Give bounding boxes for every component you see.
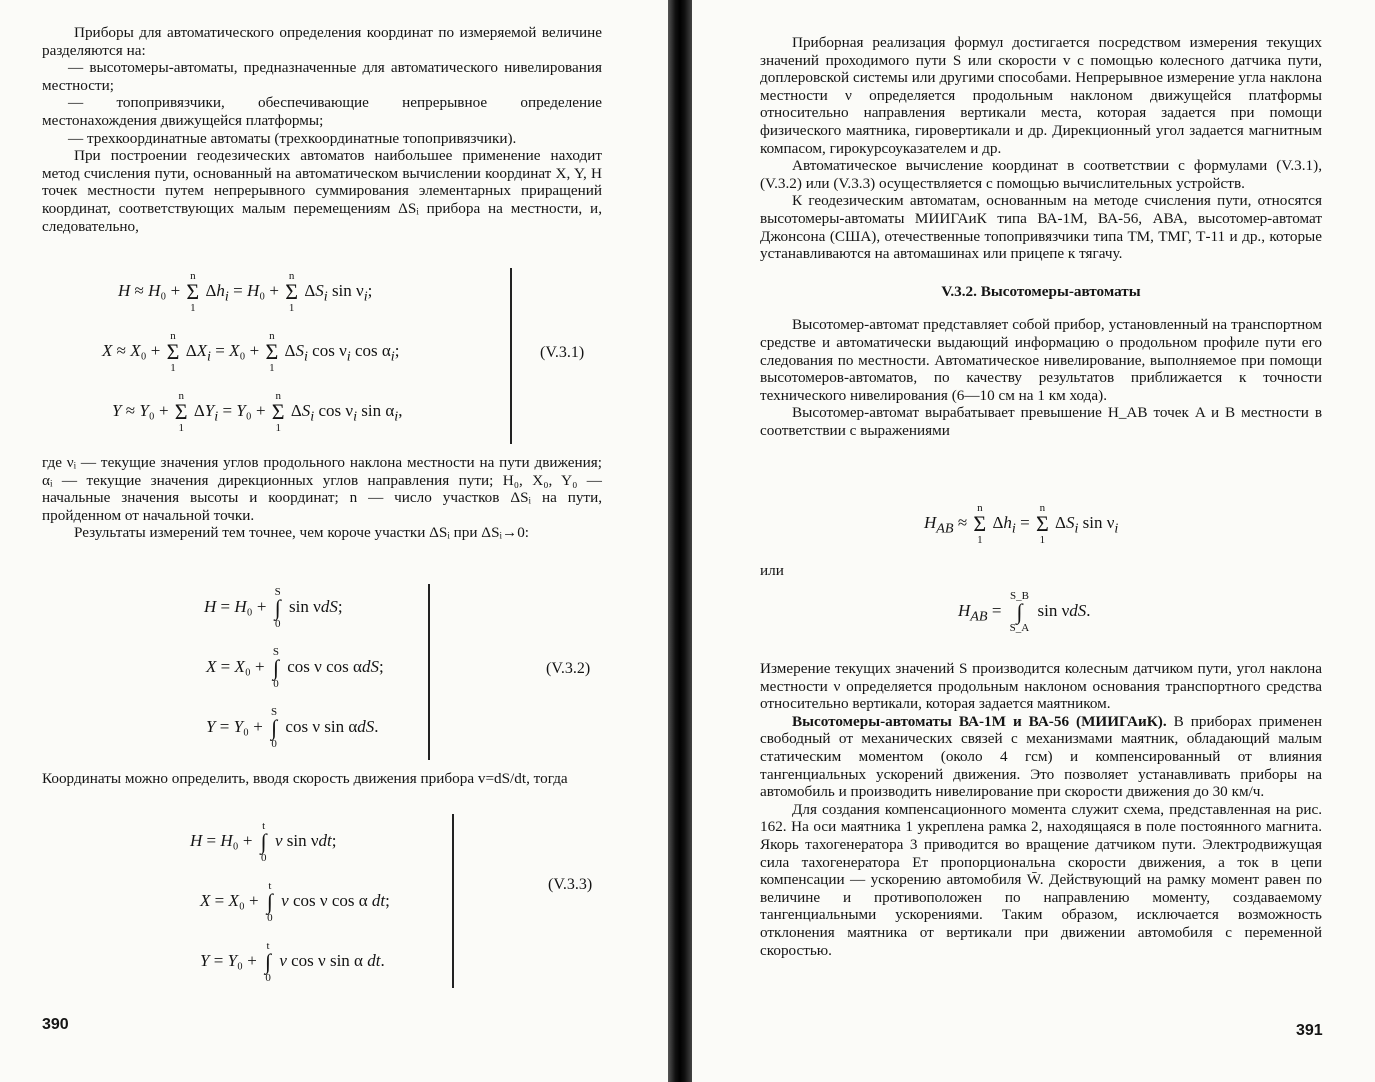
section-heading: V.3.2. Высотомеры-автоматы xyxy=(941,282,1141,300)
list-item: — топопривязчики, обеспечивающие непрерывное определение местонахождения движущейся платформы; xyxy=(42,94,602,129)
equation-x-velocity: X = X₀ + t ∫ 0 v cos ν cos α dt; xyxy=(200,880,390,924)
paragraph: Измерение текущих значений S производится колесным датчиком пути, угол наклона местности ν определяется продольным наклоном основания транспортного средства относительно вертикали, которая задается маятником. xyxy=(760,660,1322,713)
equation-y-sum: Y ≈ Y₀ + n Σ 1 $\Delta Y_i = Y_0 + n$ Σ 1 $\Delta S_i$ $\cos \nu_i$ $\sin \alpha_i$, xyxy=(112,390,403,434)
left-page xyxy=(0,0,668,1082)
list-item: — трехкоординатные автоматы (трехкоординатные топопривязчики). xyxy=(68,129,517,147)
right-body xyxy=(760,660,1322,959)
paragraph: К геодезическим автоматам, основанным на методе счисления пути, относятся высотомеры-автоматы МИИГАиК типа ВА-1М, ВА-56, АВА, высотомер-автомат Джонсона (США), отечественные топопривязчики типа ТМ, ТМГ, Т-11 и др., которые устанавливаются на автомашинах или прицепе к тягачу. xyxy=(760,192,1322,263)
equation-y-velocity: Y = Y₀ + t ∫ 0 v cos ν sin α dt. xyxy=(200,940,385,984)
paragraph: Результаты измерений тем точнее, чем короче участки ΔSᵢ при ΔSᵢ→0: xyxy=(74,524,530,542)
paragraph: где νᵢ — текущие значения углов продольного наклона местности на пути движения; αᵢ — текущие значения дирекционных углов направления пути; H₀, X₀, Y₀ — начальные значения высоты и координат; n — число участков ΔSᵢ на пути, пройденном от начальной точки. xyxy=(42,454,602,524)
left-velocity xyxy=(42,770,602,788)
left-intro xyxy=(42,24,602,235)
equation-x-integral: X = X₀ + S ∫ 0 cos ν cos αdS; xyxy=(206,646,384,690)
page-number: 391 xyxy=(1296,1022,1323,1039)
right-intro xyxy=(760,34,1322,439)
paragraph: Приборы для автоматического определения координат по измеряемой величине разделяются на: xyxy=(42,24,602,59)
equation-number: (V.3.1) xyxy=(540,344,585,361)
paragraph: При построении геодезических автоматов наибольшее применение находит метод счисления пути, основанный на автоматическом вычислении координат X, Y, H точек местности путем непрерывного суммирования элементарных приращений координат, соответствующих малым перемещениям ΔSᵢ прибора на местности, и, следовательно, xyxy=(42,147,602,235)
equation-h-velocity: H = H₀ + t ∫ 0 v sin νdt; xyxy=(190,820,337,864)
list-item: — высотомеры-автоматы, предназначенные для автоматического нивелирования местности; xyxy=(42,59,602,94)
equation-number: (V.3.3) xyxy=(548,876,593,893)
equation-h-sum: H ≈ H₀ + n Σ 1 $\Delta h_i = H_0 + n$ Σ 1 $\Delta S_i$ $\sin \nu_i$; xyxy=(118,270,373,314)
paragraph: Для создания компенсационного момента служит схема, представленная на рис. 162. На оси маятника 1 укреплена рамка 2, находящаяся в поле постоянного магнита. Якорь тахогенератора 3 приводится во вращение датчиком пути. Электродвижущая сила тахогенератора Eт пропорциональна скорости движения, а ток в цепи компенсации — ускорению автомобиля W̄. Действующий на рамку момент равен по величине и противоположен по направлению моменту, создаваемому тангенциальными ускорениями. Таким образом, исключается возможность отклонения маятника от вертикали при движении автомобиля с переменной скоростью. xyxy=(760,800,1322,959)
paragraph-body: В приборах применен свободный от механических связей с механизмами маятник, обладающий малым статическим моментом (около 4 гсм) и компенсированный от влияния тангенциальных ускорений движения. Это позволяет устанавливать приборы на автомобиль и производить нивелирование при скорости движения до 30 км/ч. xyxy=(760,712,1323,801)
paragraph: Высотомер-автомат представляет собой прибор, установленный на транспортном средстве и автоматически выдающий информацию о продольном профиле пути его следования по местности. Автоматическое нивелирование, выполняемое при помощи высотомеров-автоматов, по качеству результатов приближается к точности технического нивелирования (6—10 см на 1 км хода). xyxy=(760,316,1322,404)
paragraph: Приборная реализация формул достигается посредством измерения текущих значений проходимого пути S или скорости v с помощью колесного датчика пути, доплеровской системы или другими способами. Непрерывное измерение угла наклона местности ν определяется продольным наклоном движущейся платформы относительно направления вертикали места, которая задается при помощи физического маятника, гировертикали и др. Дирекционный угол задается магнитным компасом, гирокурсоуказателем и др. xyxy=(760,34,1322,157)
paragraph: Автоматическое вычисление координат в соответствии с формулами (V.3.1), (V.3.2) или (V.3.3) осуществляется с помощью вычислительных устройств. xyxy=(760,157,1322,192)
paragraph: Координаты можно определить, вводя скорость движения прибора v=dS/dt, тогда xyxy=(42,770,568,787)
equation-x-sum: X ≈ X₀ + n Σ 1 $\Delta X_i = X_0 + n$ Σ 1 $\Delta S_i$ $\cos \nu_i$ $\cos \alpha_i$; xyxy=(102,330,400,374)
equation-brace xyxy=(510,268,512,444)
equation-h-integral: H = H₀ + S ∫ 0 sin νdS; xyxy=(204,586,343,630)
right-page xyxy=(692,0,1375,1082)
left-explanation xyxy=(42,454,602,542)
paragraph: Высотомер-автомат вырабатывает превышение H_AB точек A и B местности в соответствии с выражениями xyxy=(760,404,1322,439)
equation-y-integral: Y = Y₀ + S ∫ 0 cos ν sin αdS. xyxy=(206,706,379,750)
equation-number: (V.3.2) xyxy=(546,660,591,677)
paragraph-lead: Высотомеры-автоматы ВА-1М и ВА-56 (МИИГАиК). xyxy=(792,712,1167,730)
equation-hab-integral: $H_{AB}$ = S_B ∫ S_A sin νdS. xyxy=(958,590,1091,634)
paragraph xyxy=(760,713,1322,801)
or-label: или xyxy=(760,562,784,579)
or-label-wrap xyxy=(760,562,860,580)
book-spine xyxy=(668,0,692,1082)
equation-brace xyxy=(428,584,430,760)
page-number: 390 xyxy=(42,1016,69,1033)
equation-brace xyxy=(452,814,454,988)
equation-hab-sum: $H_{AB} \approx n$ Σ 1 $\Delta h_i = n$ Σ 1 $\Delta S_i$ $\sin \nu_i$ xyxy=(924,502,1119,546)
